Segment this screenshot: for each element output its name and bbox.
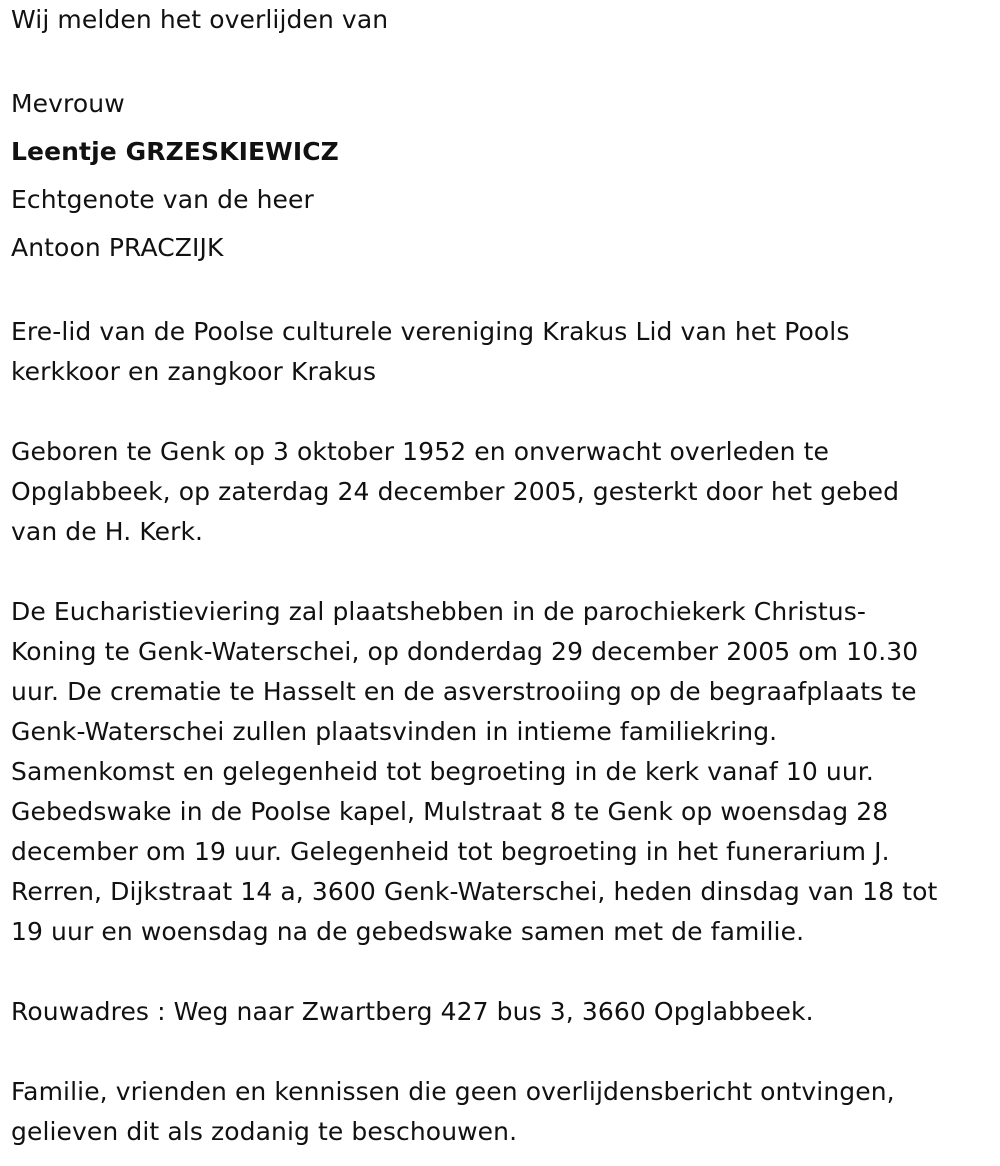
ceremony-paragraph <box>11 592 991 952</box>
spacer <box>11 952 991 992</box>
paragraph-line: Rerren, Dijkstraat 14 a, 3600 Genk-Waterschei, heden dinsdag van 18 tot <box>11 877 938 906</box>
paragraph-line: uur. De crematie te Hasselt en de asverstrooiing op de begraafplaats te <box>11 677 917 706</box>
salutation: Mevrouw <box>11 89 125 118</box>
spouse-name: Antoon PRACZIJK <box>11 233 224 262</box>
spacer <box>11 272 991 312</box>
paragraph-line: De Eucharistieviering zal plaatshebben in de parochiekerk Christus- <box>11 597 866 626</box>
paragraph-line: Genk-Waterschei zullen plaatsvinden in intieme familiekring. <box>11 717 778 746</box>
paragraph-line: gelieven dit als zodanig te beschouwen. <box>11 1117 518 1146</box>
spacer <box>11 552 991 592</box>
deceased-name: Leentje GRZESKIEWICZ <box>11 137 339 166</box>
paragraph-line: Ere-lid van de Poolse culturele vereniging Krakus Lid van het Pools <box>11 317 850 346</box>
paragraph-line: Opglabbeek, op zaterdag 24 december 2005, gesterkt door het gebed <box>11 477 900 506</box>
paragraph-line: kerkkoor en zangkoor Krakus <box>11 357 377 386</box>
mourning-address: Rouwadres : Weg naar Zwartberg 427 bus 3, 3660 Opglabbeek. <box>11 997 814 1026</box>
intro-text: Wij melden het overlijden van <box>11 5 389 34</box>
spacer <box>11 392 991 432</box>
paragraph-line: van de H. Kerk. <box>11 517 204 546</box>
paragraph-line: Geboren te Genk op 3 oktober 1952 en onverwacht overleden te <box>11 437 830 466</box>
paragraph-line: Familie, vrienden en kennissen die geen overlijdensbericht ontvingen, <box>11 1077 895 1106</box>
spacer <box>11 40 991 80</box>
paragraph-line: Samenkomst en gelegenheid tot begroeting in de kerk vanaf 10 uur. <box>11 757 874 786</box>
spouse-label: Echtgenote van de heer <box>11 185 314 214</box>
closing-paragraph <box>11 1072 991 1152</box>
obituary-document <box>11 0 991 1152</box>
paragraph-line: Gebedswake in de Poolse kapel, Mulstraat 8 te Genk op woensdag 28 <box>11 797 889 826</box>
membership-paragraph <box>11 312 991 392</box>
paragraph-line: december om 19 uur. Gelegenheid tot begroeting in het funerarium J. <box>11 837 890 866</box>
birth-death-paragraph <box>11 432 991 552</box>
paragraph-line: Koning te Genk-Waterschei, op donderdag 29 december 2005 om 10.30 <box>11 637 919 666</box>
paragraph-line: 19 uur en woensdag na de gebedswake samen met de familie. <box>11 917 805 946</box>
spacer <box>11 1032 991 1072</box>
